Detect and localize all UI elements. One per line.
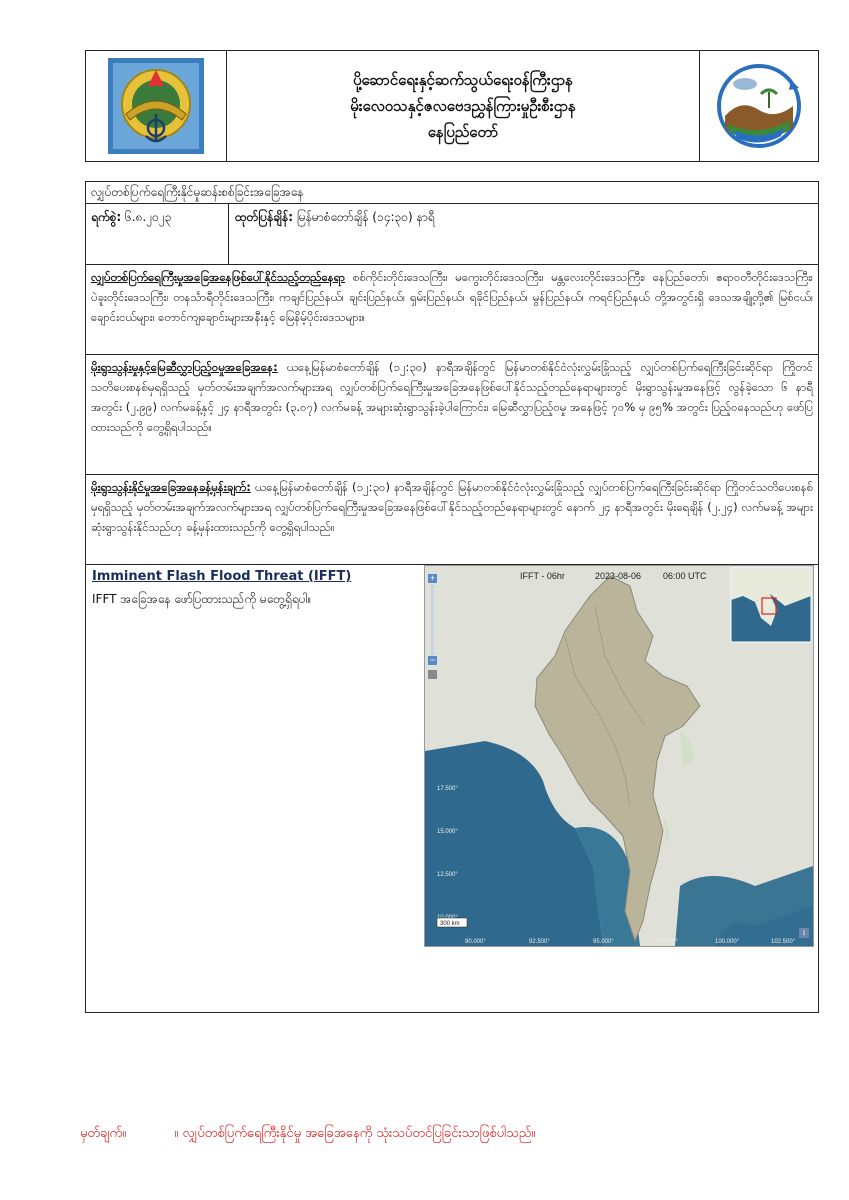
ifft-map-cell xyxy=(414,565,818,951)
department-name: မိုးလေဝသနှင့်ဇလဗေဒညွှန်ကြားမှုဦးစီးဌာန xyxy=(350,97,576,115)
city-name: နေပြည်တော် xyxy=(427,123,499,141)
lon-label: 100.000° xyxy=(715,939,740,945)
zoom-slider[interactable] xyxy=(431,585,434,655)
lon-label: 90.000° xyxy=(465,939,486,945)
section-rainfall-soil xyxy=(86,355,818,475)
ifft-title: Imminent Flash Flood Threat (IFFT) xyxy=(92,569,352,584)
lon-label: 95.000° xyxy=(593,939,614,945)
report-title: လျှပ်တစ်ပြက်ရေကြီးနိုင်မှုဆန်းစစ်ခြင်းအခြေအနေ xyxy=(86,182,818,204)
issue-time-value: မြန်မာစံတော်ချိန် (၁၄:၃၀) နာရီ xyxy=(296,210,435,224)
ifft-section xyxy=(86,565,818,951)
map-time-label: 06:00 UTC xyxy=(663,571,707,581)
hydrology-logo-cell xyxy=(699,51,818,161)
map-date-label: 2023-08-06 xyxy=(595,571,642,581)
footer-note-label: မှတ်ချက်။ xyxy=(80,1126,127,1141)
section-areas xyxy=(86,265,818,355)
lat-label: 15.000° xyxy=(437,829,458,835)
map-scale-label: 300 km xyxy=(440,921,460,927)
lon-label: 92.500° xyxy=(529,939,550,945)
report-table xyxy=(85,181,819,1013)
map-canvas xyxy=(425,566,813,946)
report-meta-row xyxy=(86,204,818,265)
inset-locator-map xyxy=(731,568,811,642)
ifft-map[interactable] xyxy=(424,565,814,947)
ministry-emblem-icon xyxy=(108,58,204,154)
section-rainfall-text: ယနေ့မြန်မာစံတော်ချိန် (၁၂:၃၀) နာရီအချိန်တွင် မြန်မာတစ်နိုင်ငံလုံးလွှမ်းခြုံသည့် လျှပ်တစ်ပြက်ရေကြီးခြင်းဆိုင်ရာ ကြိုတင်သတိပေးစနစ်မှရရှိသည့် မှတ်တမ်းအချက်အလက်များအရ လျှပ်တစ်ပြက်ရေကြီးမှုအခြေအနေဖြစ်ပေါ်နိုင်သည့်တည်နေရာများတွင် မိုးရွာသွန်းမှုအနေဖြင့် လွန်ခဲ့သော ၆ နာရီအတွင်း (၂.၉၉) လက်မခန့်နှင့် ၂၄ နာရီအတွင်း (၃.၀၇) လက်မခန့် အများဆုံးရွာသွန်းခဲ့ပါကြောင်း၊ မြေဆီလွှာပြည့်ဝမှု အနေဖြင့် ၇၀% မှ ၉၅% အတွင်း ပြည့်ဝနေသည်ဟု ဖော်ပြထားသည်ကို တွေ့ရှိရပါသည်။ xyxy=(91,360,814,434)
header-title-block xyxy=(227,51,699,161)
date-label: ရက်စွဲ: xyxy=(91,210,122,224)
zoom-in-button[interactable]: + xyxy=(429,573,436,583)
date-value: ၆.၈.၂၀၂၃ xyxy=(125,210,172,224)
issue-time-cell xyxy=(229,204,818,264)
ifft-description xyxy=(86,565,414,951)
section-areas-heading: လျှပ်တစ်ပြက်ရေကြီးမှုအခြေအနေဖြစ်ပေါ်နိုင်သည့်တည်နေရာ xyxy=(91,270,346,284)
footer-note-text: ။ လျှပ်တစ်ပြက်ရေကြီးနိုင်မှု အခြေအနေကို သုံးသပ်တင်ပြခြင်းသာဖြစ်ပါသည်။ xyxy=(174,1126,536,1141)
document-header xyxy=(85,50,819,162)
lat-label: 17.500° xyxy=(437,786,458,792)
water-cycle-icon xyxy=(711,58,807,154)
zoom-out-button[interactable]: − xyxy=(429,655,436,665)
section-areas-text: စစ်ကိုင်းတိုင်းဒေသကြီး၊ မကွေးတိုင်းဒေသကြီး၊ မန္တလေးတိုင်းဒေသကြီး၊ နေပြည်တော်၊ ဧရာဝတီတိုင်းဒေသကြီး၊ ပဲခူးတိုင်းဒေသကြီး၊ တနင်္သာရီတိုင်းဒေသကြီး၊ ကချင်ပြည်နယ်၊ ချင်းပြည်နယ်၊ ရှမ်းပြည်နယ်၊ ရခိုင်ပြည်နယ်၊ မွန်ပြည်နယ်၊ ကရင်ပြည်နယ် တို့အတွင်းရှိ ဒေသအချို့တို့၏ မြစ်ငယ်၊ ချောင်းငယ်များ၊ တောင်ကျချောင်းများအနီးနှင့် မြေနိမ့်ပိုင်းဒေသများ။ xyxy=(91,270,813,324)
section-forecast-text: ယနေ့မြန်မာစံတော်ချိန် (၁၂:၃၀) နာရီအချိန်တွင် မြန်မာတစ်နိုင်ငံလုံးလွှမ်းခြုံသည့် လျှပ်တစ်ပြက်ရေကြီးခြင်းဆိုင်ရာ ကြိုတင်သတိပေးစနစ်မှရရှိသည့် မှတ်တမ်းအချက်အလက်များအရ လျှပ်တစ်ပြက်ရေကြီးမှုအခြေအနေဖြစ်ပေါ်နိုင်သည့်တည်နေရာများတွင် နောက် ၂၄ နာရီအတွင်း မိုးရေချိန် (၂.၂၄) လက်မခန့် အများဆုံးရွာသွန်းနိုင်သည်ဟု ခန့်မှန်းထားသည်ကို တွေ့ရှိရပါသည်။ xyxy=(91,480,814,534)
date-cell xyxy=(86,204,229,264)
ministry-logo-cell xyxy=(86,51,227,161)
ifft-text: IFFT အခြေအနေ ဖော်ပြထားသည်ကို မတွေ့ရှိရပါ။ xyxy=(92,592,312,606)
map-product-label: IFFT - 06hr xyxy=(520,571,565,581)
lon-label: 102.500° xyxy=(771,939,796,945)
info-button[interactable]: i xyxy=(799,928,809,938)
section-rainfall-heading: မိုးရွာသွန်းမှုနှင့်မြေဆီလွှာပြည့်ဝမှုအခြေအနေ: xyxy=(91,360,278,374)
lat-label: 12.500° xyxy=(437,872,458,878)
layer-toggle-button[interactable] xyxy=(428,670,437,679)
lon-label: 97.500° xyxy=(657,939,678,945)
footer-note xyxy=(80,1125,535,1144)
ministry-name: ပို့ဆောင်ရေးနှင့်ဆက်သွယ်ရေးဝန်ကြီးဌာန xyxy=(353,71,573,89)
issue-time-label: ထုတ်ပြန်ချိန်: xyxy=(235,210,294,224)
section-forecast-heading: မိုးရွာသွန်းနိုင်မှုအခြေအနေခန့်မှန်းချက်: xyxy=(91,480,251,494)
section-forecast xyxy=(86,475,818,565)
